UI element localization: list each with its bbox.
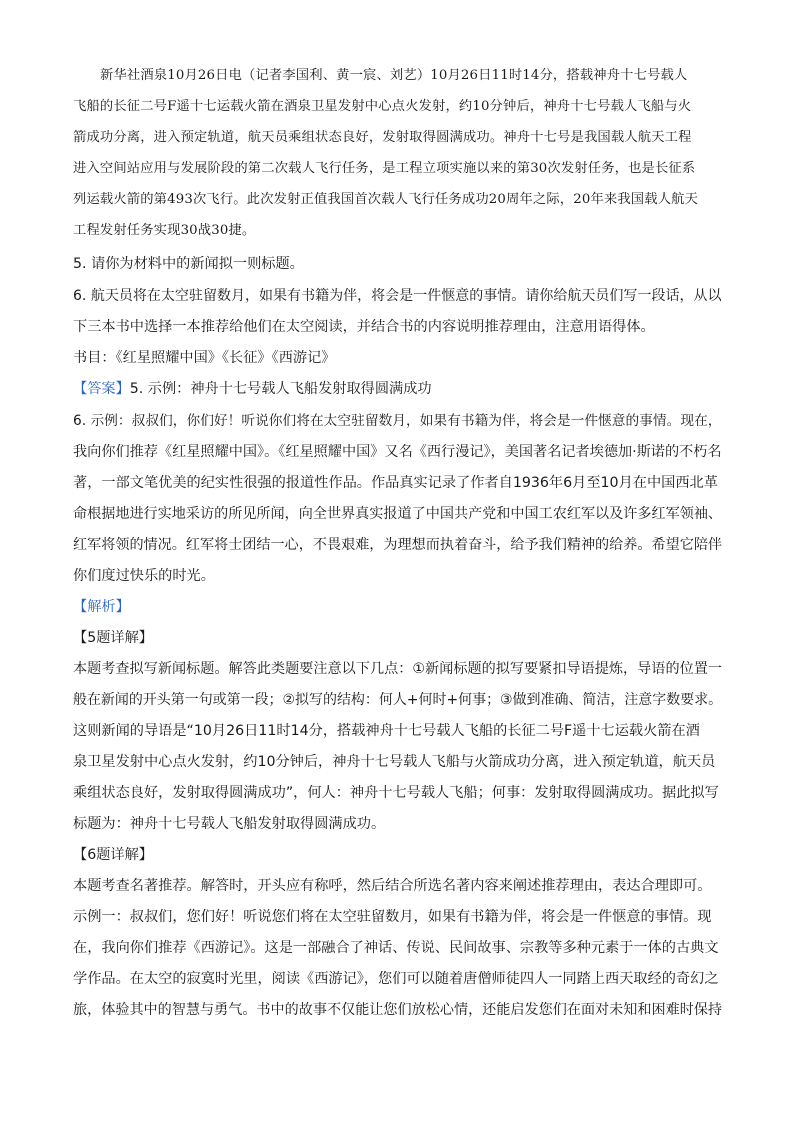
detail-5-line: 本题考查拟写新闻标题。解答此类题要注意以下几点：①新闻标题的拟写要紧扣导语提炼，导语的位置一 — [73, 661, 723, 677]
answer-6-line: 6. 示例：叔叔们，你们好！听说你们将在太空驻留数月，如果有书籍为伴，将会是一件惬意的事情。现在， — [73, 413, 722, 429]
news-paragraph-line: 箭成功分离，进入预定轨道，航天员乘组状态良好，发射取得圆满成功。神舟十七号是我国载人航天工程 — [73, 130, 692, 145]
question-5: 5. 请你为材料中的新闻拟一则标题。 — [73, 256, 304, 272]
question-6-line: 下三本书中选择一本推荐给他们在太空阅读，并结合书的内容说明推荐理由，注意用语得体。 — [73, 319, 655, 335]
detail-6-line: 旅，体验其中的智慧与勇气。书中的故事不仅能让您们放松心情，还能启发您们在面对未知和困难时保持 — [73, 1002, 723, 1018]
analysis-tag: 【解析】 — [73, 599, 130, 615]
detail-5-line: 泉卫星发射中心点火发射，约10分钟后，神舟十七号载人飞船与火箭成功分离，进入预定轨道，航天员 — [73, 754, 716, 770]
detail-6-line: 学作品。在太空的寂寞时光里，阅读《西游记》，您们可以随着唐僧师徒四人一同踏上西天取经的奇幻之 — [73, 971, 719, 987]
detail-5-line: 乘组状态良好，发射取得圆满成功”，何人：神舟十七号载人飞船；何事：发射取得圆满成功。据此拟写 — [73, 785, 719, 801]
book-list: 书目：《红星照耀中国》《长征》《西游记》 — [73, 350, 336, 366]
detail-6-heading: 【6题详解】 — [73, 847, 153, 863]
detail-5-line: 标题为：神舟十七号载人飞船发射取得圆满成功。 — [73, 816, 386, 832]
answer-tag: 【答案】 — [73, 381, 130, 397]
answer-6-line: 命根据地进行实地采访的所见所闻，向全世界真实报道了中国共产党和中国工农红军以及许多红军领袖、 — [73, 506, 723, 522]
detail-6-line: 本题考查名著推荐。解答时，开头应有称呼，然后结合所选名著内容来阐述推荐理由，表达合理即可。 — [73, 878, 712, 894]
answer-6-line: 你们度过快乐的时光。 — [73, 568, 215, 584]
news-paragraph-line: 飞船的长征二号F遥十七运载火箭在酒泉卫星发射中心点火发射，约10分钟后，神舟十七号载人飞船与火 — [73, 99, 692, 114]
answer-5-line — [73, 379, 432, 399]
answer-6-line: 红军将领的情况。红军将士团结一心，不畏艰难，为理想而执着奋斗，给予我们精神的给养。希望它陪伴 — [73, 537, 723, 553]
detail-5-line: 这则新闻的导语是“10月26日11时14分，搭载神舟十七号载人飞船的长征二号F遥十七运载火箭在酒 — [73, 723, 700, 739]
news-paragraph-line: 列运载火箭的第493次飞行。此次发射正值我国首次载人飞行任务成功20周年之际，20年来我国载人航天 — [73, 192, 699, 207]
detail-5-heading: 【5题详解】 — [73, 630, 153, 646]
detail-6-line: 在，我向你们推荐《西游记》。这是一部融合了神话、传说、民间故事、宗教等多种元素于一体的古典文 — [73, 940, 719, 956]
answer-6-line: 著，一部文笔优美的纪实性很强的报道性作品。作品真实记录了作者自1936年6月至10月在中国西北革 — [73, 475, 718, 491]
question-6-line: 6. 航天员将在太空驻留数月，如果有书籍为伴，将会是一件惬意的事情。请你给航天员们写一段话，从以 — [73, 288, 722, 304]
detail-6-line: 示例一：叔叔们，您们好！听说您们将在太空驻留数月，如果有书籍为伴，将会是一件惬意的事情。现 — [73, 909, 712, 925]
news-paragraph-line: 新华社酒泉10月26日电（记者李国利、黄一宸、刘艺）10月26日11时14分，搭载神舟十七号载人 — [100, 68, 688, 83]
detail-5-line: 般在新闻的开头第一句或第一段；②拟写的结构：何人+何时+何事；③做到准确、简洁，注意字数要求。 — [73, 692, 723, 708]
news-paragraph-line: 工程发射任务实现30战30捷。 — [73, 223, 256, 238]
answer-5-text: 5. 示例：神舟十七号载人飞船发射取得圆满成功 — [129, 381, 432, 397]
news-paragraph-line: 进入空间站应用与发展阶段的第二次载人飞行任务，是工程立项实施以来的第30次发射任务，也是长征系 — [73, 161, 696, 176]
answer-6-line: 我向你们推荐《红星照耀中国》。《红星照耀中国》又名《西行漫记》，美国著名记者埃德加·斯诺的不朽名 — [73, 444, 722, 460]
